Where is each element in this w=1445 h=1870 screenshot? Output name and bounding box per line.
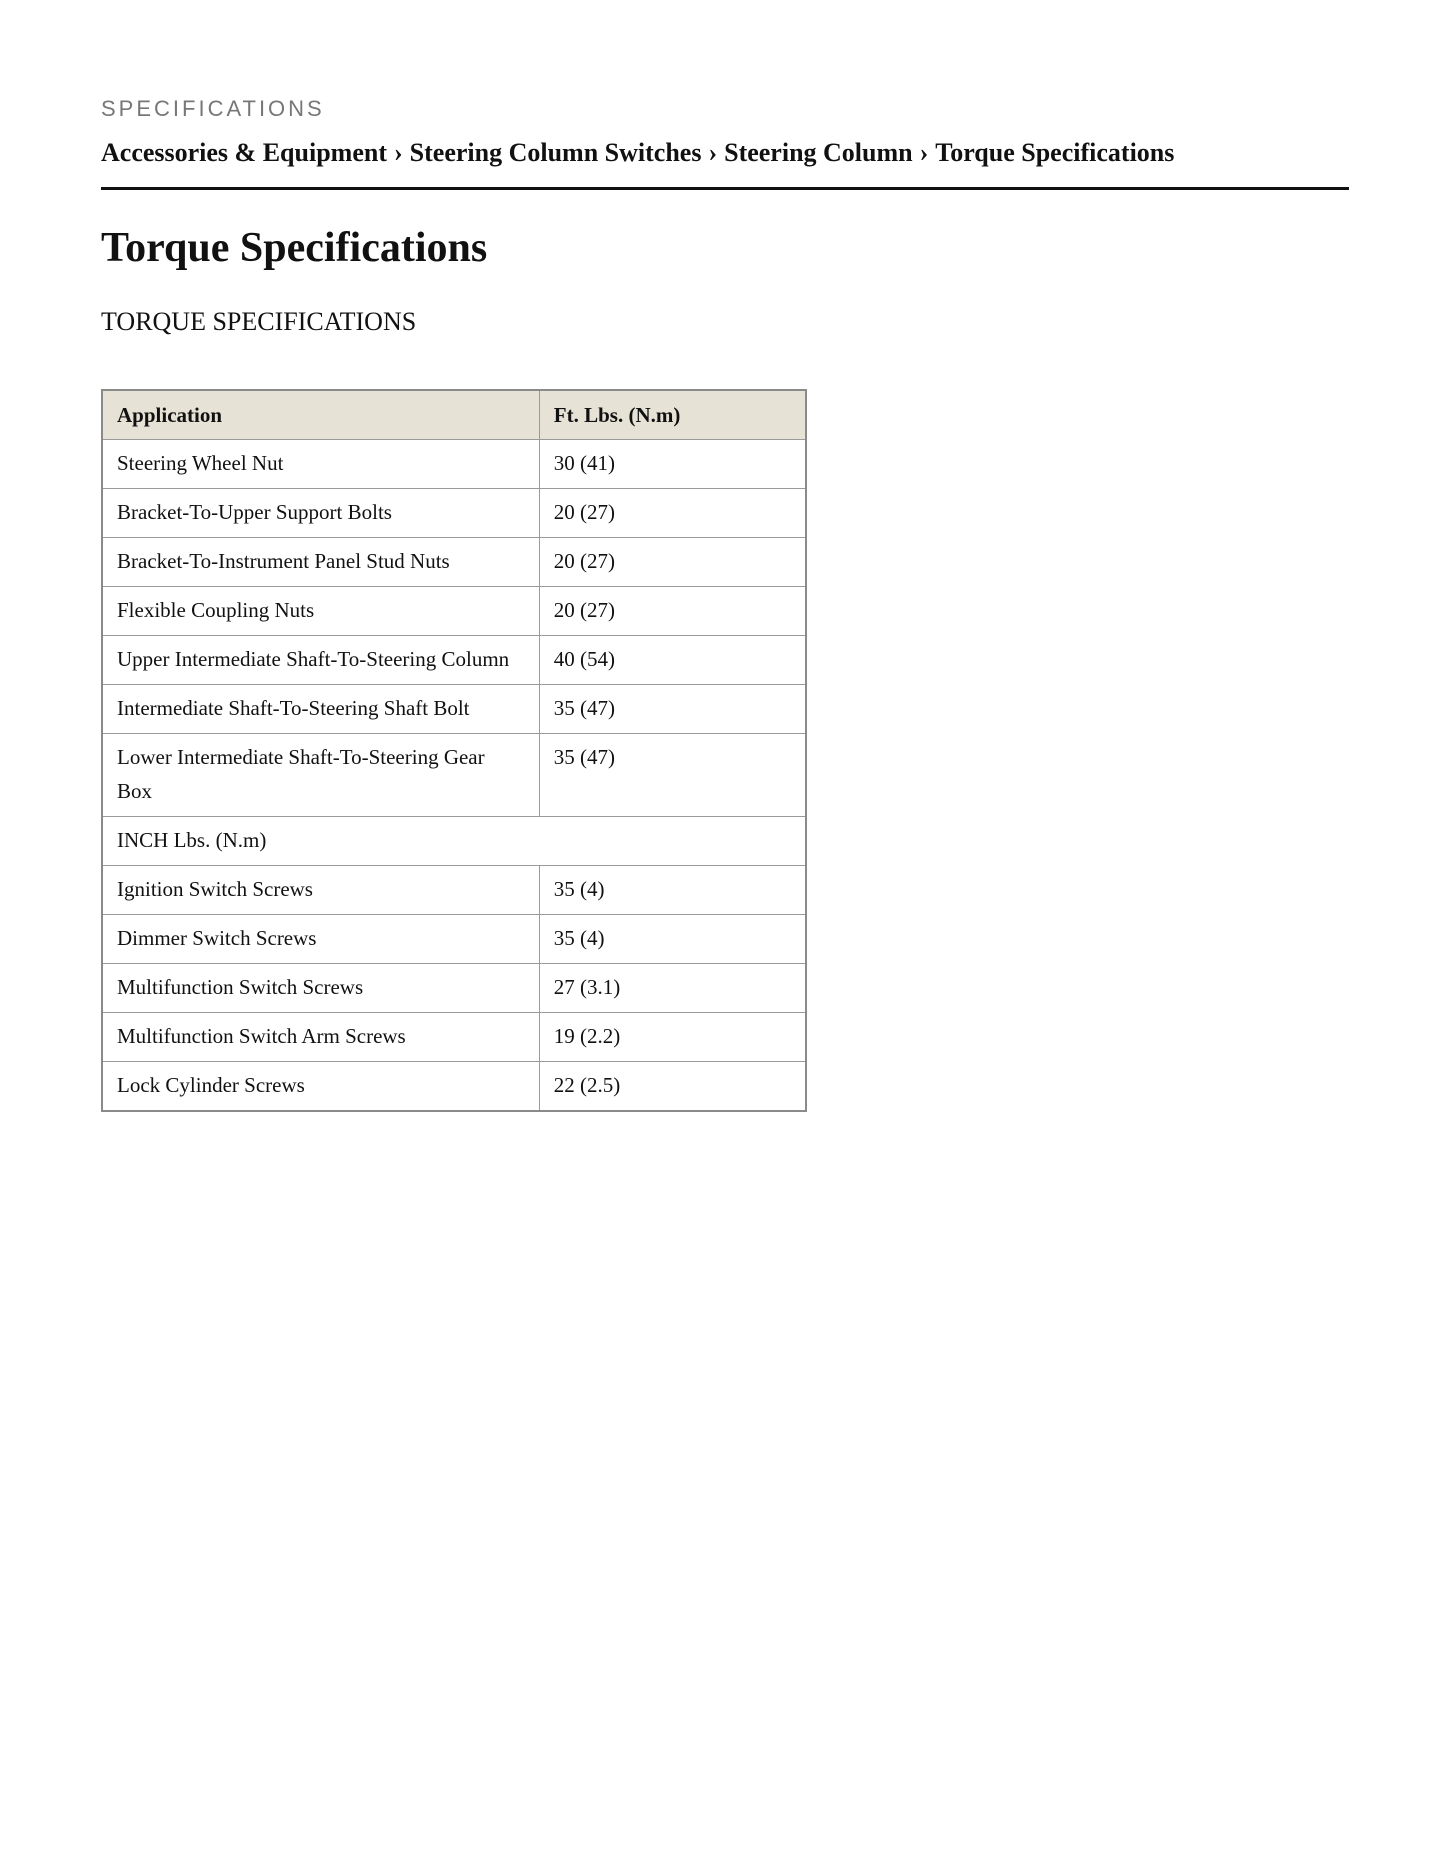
- value-cell: 22 (2.5): [539, 1061, 806, 1111]
- value-cell: 20 (27): [539, 537, 806, 586]
- table-row: [102, 1012, 806, 1061]
- table-header-row: [102, 390, 806, 439]
- breadcrumb-item-steering-column-switches[interactable]: Steering Column Switches: [409, 138, 702, 167]
- table-row: [102, 635, 806, 684]
- table-row: [102, 914, 806, 963]
- application-cell: Lock Cylinder Screws: [102, 1061, 539, 1111]
- value-cell: 20 (27): [539, 586, 806, 635]
- table-row: [102, 1061, 806, 1111]
- table-row: [102, 537, 806, 586]
- value-cell: 35 (47): [539, 733, 806, 816]
- section-subtitle: TORQUE SPECIFICATIONS: [101, 307, 417, 336]
- application-cell: Multifunction Switch Arm Screws: [102, 1012, 539, 1061]
- breadcrumb-item-accessories[interactable]: Accessories & Equipment: [101, 138, 387, 167]
- application-cell: Lower Intermediate Shaft-To-Steering Gear Box: [102, 733, 539, 816]
- application-cell: Bracket-To-Instrument Panel Stud Nuts: [102, 537, 539, 586]
- value-cell: 35 (47): [539, 684, 806, 733]
- breadcrumb-separator: ›: [393, 138, 403, 167]
- table-row: [102, 684, 806, 733]
- application-cell: Ignition Switch Screws: [102, 865, 539, 914]
- application-cell: Steering Wheel Nut: [102, 439, 539, 488]
- breadcrumb: [101, 138, 1174, 168]
- table-row: [102, 733, 806, 816]
- header-divider: [101, 187, 1349, 190]
- column-header-application: Application: [102, 390, 539, 439]
- value-cell: 19 (2.2): [539, 1012, 806, 1061]
- column-header-ft-lbs: Ft. Lbs. (N.m): [539, 390, 806, 439]
- table-row: [102, 865, 806, 914]
- application-cell: Dimmer Switch Screws: [102, 914, 539, 963]
- value-cell: 27 (3.1): [539, 963, 806, 1012]
- group-label-cell: INCH Lbs. (N.m): [102, 816, 806, 865]
- application-cell: Bracket-To-Upper Support Bolts: [102, 488, 539, 537]
- section-label: SPECIFICATIONS: [101, 96, 325, 121]
- table-group-row: [102, 816, 806, 865]
- value-cell: 35 (4): [539, 865, 806, 914]
- breadcrumb-item-steering-column[interactable]: Steering Column: [724, 138, 913, 167]
- value-cell: 30 (41): [539, 439, 806, 488]
- value-cell: 35 (4): [539, 914, 806, 963]
- breadcrumb-separator: ›: [919, 138, 929, 167]
- page-title: Torque Specifications: [101, 225, 488, 271]
- application-cell: Intermediate Shaft-To-Steering Shaft Bolt: [102, 684, 539, 733]
- table-row: [102, 439, 806, 488]
- application-cell: Flexible Coupling Nuts: [102, 586, 539, 635]
- application-cell: Multifunction Switch Screws: [102, 963, 539, 1012]
- value-cell: 20 (27): [539, 488, 806, 537]
- breadcrumb-item-torque-specifications: Torque Specifications: [935, 138, 1175, 167]
- table-row: [102, 586, 806, 635]
- application-cell: Upper Intermediate Shaft-To-Steering Column: [102, 635, 539, 684]
- table-row: [102, 488, 806, 537]
- torque-spec-table: [101, 389, 807, 1112]
- breadcrumb-separator: ›: [708, 138, 718, 167]
- table-row: [102, 963, 806, 1012]
- value-cell: 40 (54): [539, 635, 806, 684]
